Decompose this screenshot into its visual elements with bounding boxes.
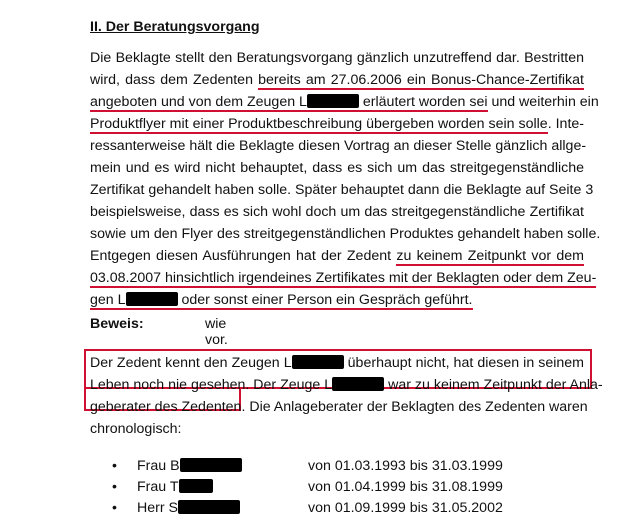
text-line: [90, 91, 599, 113]
text-segment: Frau B: [137, 458, 180, 474]
text-segment: sowie um den Flyer des streitgegenständlichen Produktes gehandelt haben solle.: [90, 226, 601, 242]
advisor-name: [137, 476, 213, 498]
text-line: [90, 396, 588, 418]
text-line: [90, 135, 587, 157]
text-line: [90, 245, 584, 267]
text-segment: chronologisch:: [90, 421, 182, 437]
text-line: [90, 223, 601, 245]
text-line: [90, 267, 597, 289]
text-line: [90, 47, 584, 69]
text-segment: mein und es wird nicht behauptet, dass es sich um das streitgegenständliche: [90, 160, 584, 176]
underlined-segment: 03.08.2007 hinsichtlich irgendeines Zertifikates mit der Beklagten oder dem Zeu-: [90, 270, 597, 286]
bullet-icon: •: [112, 479, 117, 495]
redaction-mark: [292, 355, 344, 369]
advisor-period: von 01.04.1999 bis 31.08.1999: [308, 479, 503, 495]
paragraph-2: [90, 352, 603, 440]
advisor-period: von 01.09.1999 bis 31.05.2002: [308, 500, 503, 516]
advisor-name: [137, 455, 242, 477]
text-segment: ressanterweise hält die Beklagte diesen Vortrag an dieser Stelle gänzlich allge-: [90, 138, 587, 154]
text-segment: angeboten und von dem Zeugen L: [90, 94, 307, 110]
redaction-mark: [126, 292, 178, 306]
bullet-icon: •: [112, 500, 117, 516]
text-line: [90, 289, 584, 311]
underlined-segment: bereits am 27.06.2006 ein Bonus-Chance-Zertifikat: [258, 72, 584, 88]
text-line: [90, 157, 584, 179]
underlined-segment: [90, 94, 488, 112]
text-segment: Zertifikat gehandelt haben solle. Später behauptet dann die Beklagte auf Seite 3: [90, 182, 594, 198]
bullet-icon: •: [112, 458, 117, 474]
text-segment: erläutert worden sei: [362, 94, 488, 110]
text-segment: Der Zedent kennt den Zeugen L: [90, 355, 292, 371]
paragraph-1: [90, 47, 601, 311]
advisor-period: von 01.03.1993 bis 31.03.1999: [308, 458, 503, 474]
text-segment: gen L: [90, 292, 126, 308]
text-segment: Die Beklagte stellt den Beratungsvorgang gänzlich unzutreffend dar. Bestritten: [90, 50, 584, 66]
text-segment: wird, dass dem Zedenten: [90, 72, 259, 88]
text-segment: Die Anlageberater der Beklagten des Zedenten waren: [245, 399, 588, 415]
text-line: [90, 69, 584, 91]
text-segment: beispielsweise, dass es sich wohl doch um das streitgegenständliche Zertifikat: [90, 204, 584, 220]
redaction-mark: [178, 500, 240, 514]
text-line: [90, 352, 584, 374]
text-line: [90, 418, 584, 440]
text-segment: Leben noch nie gesehen. Der Zeuge L: [90, 377, 333, 393]
text-line: [90, 374, 603, 396]
text-line: [90, 113, 584, 135]
redaction-mark: [332, 377, 384, 391]
text-segment: geberater des Zedenten.: [90, 399, 246, 415]
text-segment: Entgegen diesen Ausführungen hat der Zedent: [90, 248, 397, 264]
text-segment: und weiterhin ein: [487, 94, 599, 110]
text-segment: .: [468, 292, 473, 308]
text-segment: oder sonst einer Person ein Gespräch geführt: [181, 292, 469, 308]
text-segment: war zu keinem Zeitpunkt der Anla-: [388, 377, 603, 393]
text-segment: Frau T: [137, 479, 179, 495]
underlined-segment: [90, 292, 473, 310]
redaction-mark: [307, 94, 359, 108]
text-segment: Herr S: [137, 500, 178, 516]
text-segment: . Inte-: [547, 116, 584, 132]
redaction-mark: [179, 479, 213, 493]
section-heading: II. Der Beratungsvorgang: [90, 19, 260, 35]
evidence-text: wie vor.: [205, 316, 228, 348]
text-line: [90, 201, 584, 223]
evidence-label: Beweis:: [90, 316, 144, 332]
advisor-name: [137, 497, 240, 519]
underlined-segment: zu keinem Zeitpunkt vor dem: [396, 248, 584, 264]
redaction-mark: [180, 458, 242, 472]
text-line: [90, 179, 594, 201]
underlined-segment: Produktflyer mit einer Produktbeschreibung übergeben worden sein solle: [90, 116, 548, 132]
text-segment: überhaupt nicht, hat diesen in seinem: [347, 355, 584, 371]
